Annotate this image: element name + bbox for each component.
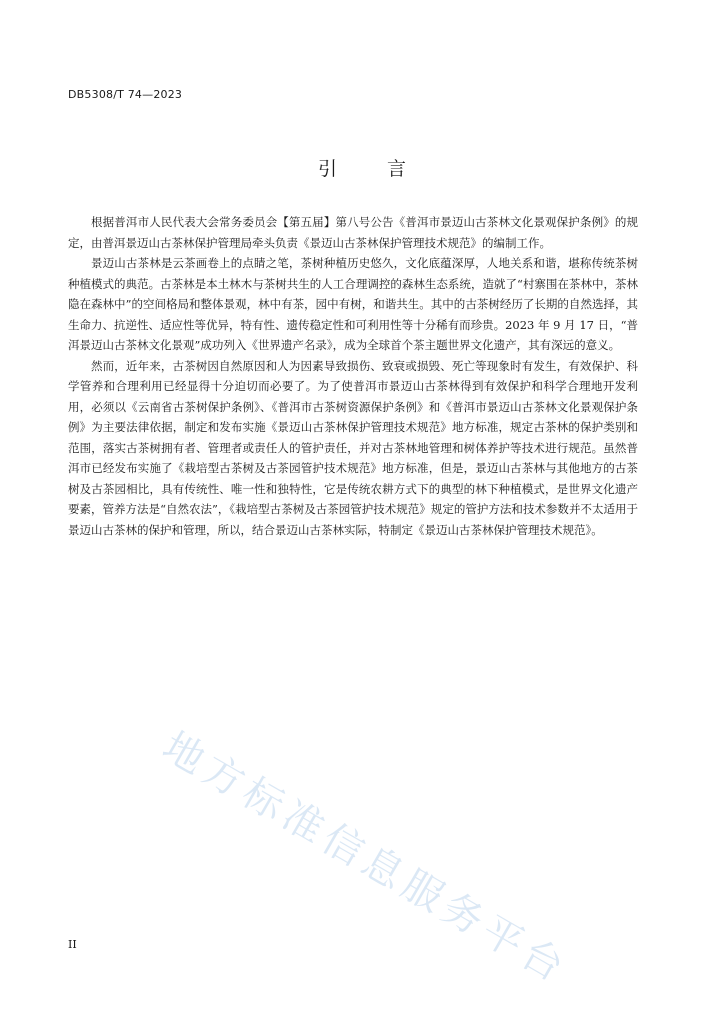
document-code: DB5308/T 74—2023: [68, 88, 183, 101]
title-char-1: 引: [317, 158, 337, 180]
page-number: II: [68, 938, 77, 951]
paragraph-2: 景迈山古茶林是云茶画卷上的点睛之笔，茶树种植历史悠久，文化底蕴深厚，人地关系和谐，堪称传统茶树种植模式的典范。古茶林是本土林木与茶树共生的人工合理调控的森林生态系统，造就了“村寨围在茶林中，茶林隐在森林中”的空间格局和整体景观，林中有茶，园中有树，和谐共生。其中的古茶树经历了长期的自然选择，其生命力、抗逆性、适应性等优异，特有性、遗传稳定性和可利用性等十分稀有而珍贵。2023 年 9 月 17 日，“普洱景迈山古茶林文化景观”成功列入《世界遗产名录》，成为全球首个茶主题世界文化遗产，其有深远的意义。: [68, 256, 638, 352]
title-char-2: 言: [387, 158, 407, 180]
introduction-body: [68, 212, 638, 540]
paragraph-1: 根据普洱市人民代表大会常务委员会【第五届】第八号公告《普洱市景迈山古茶林文化景观保护条例》的规定，由普洱景迈山古茶林保护管理局牵头负责《景迈山古茶林保护管理技术规范》的编制工作。: [68, 215, 638, 250]
page-title: [0, 154, 724, 181]
watermark: 地方标准信息服务平台: [154, 723, 577, 994]
paragraph-3: 然而，近年来，古茶树因自然原因和人为因素导致损伤、致衰或损毁、死亡等现象时有发生，有效保护、科学管养和合理利用已经显得十分迫切而必要了。为了使普洱市景迈山古茶林得到有效保护和科学合理地开发利用，必须以《云南省古茶树保护条例》、《普洱市古茶树资源保护条例》和《普洱市景迈山古茶林文化景观保护条例》为主要法律依据，制定和发布实施《景迈山古茶林保护管理技术规范》地方标准，规定古茶林的保护类别和范围，落实古茶树拥有者、管理者或责任人的管护责任，并对古茶林地管理和树体养护等技术进行规范。虽然普洱市已经发布实施了《栽培型古茶树及古茶园管护技术规范》地方标准，但是，景迈山古茶林与其他地方的古茶树及古茶园相比，具有传统性、唯一性和独特性，它是传统农耕方式下的典型的林下种植模式，是世界文化遗产要素，管养方法是“自然农法”，《栽培型古茶树及古茶园管护技术规范》规定的管护方法和技术参数并不太适用于景迈山古茶林的保护和管理，所以，结合景迈山古茶林实际，特制定《景迈山古茶林保护管理技术规范》。: [68, 358, 638, 537]
